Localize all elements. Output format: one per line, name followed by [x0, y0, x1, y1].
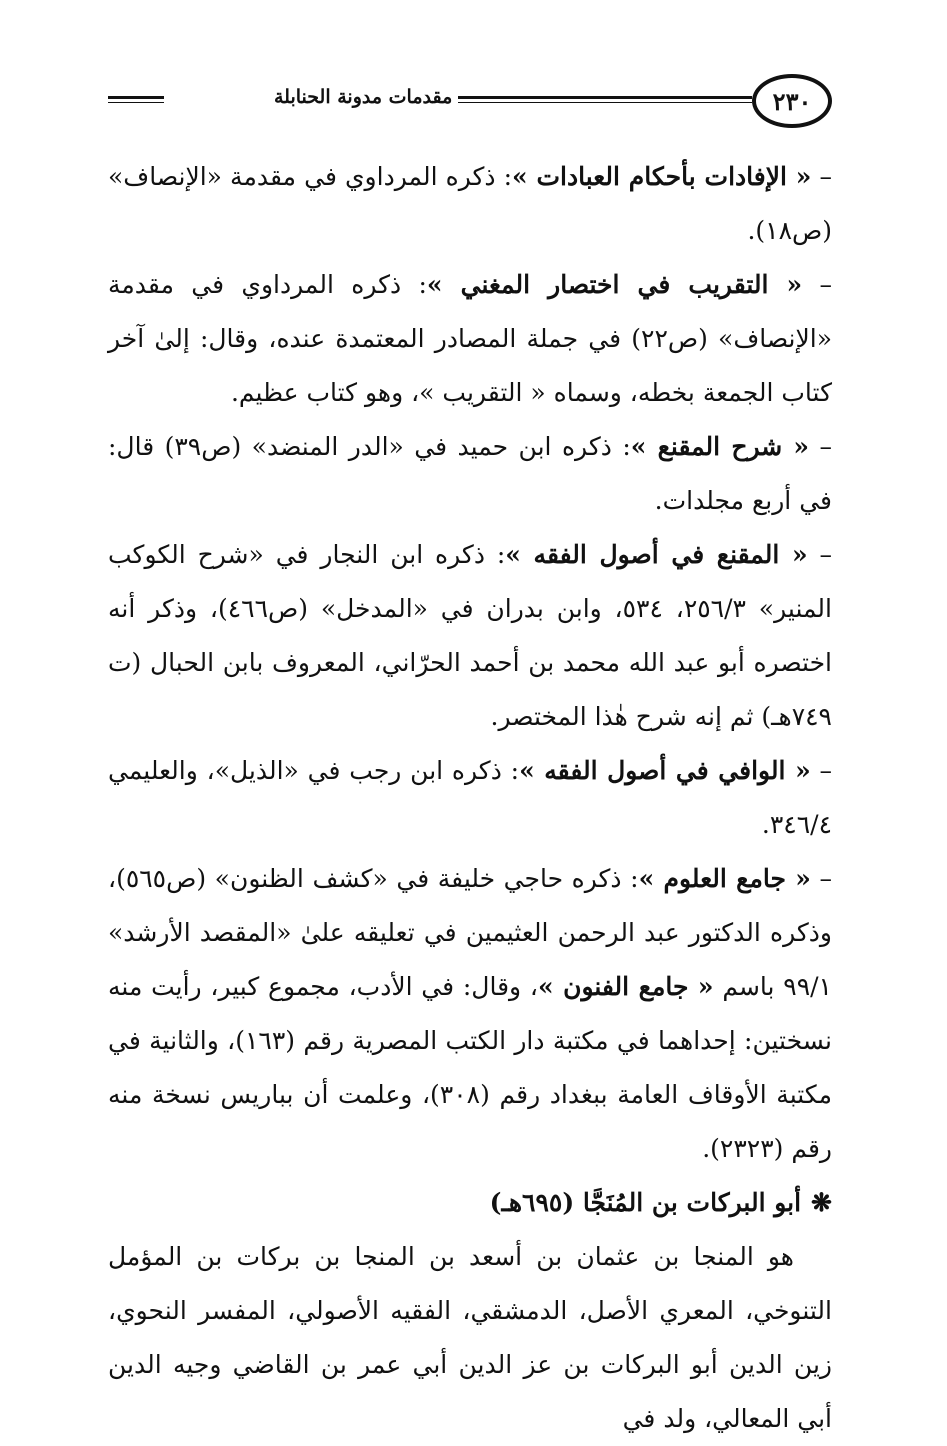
entry-title: « شرح المقنع »: [630, 432, 810, 461]
entry-text: : ذكره ابن النجار في «شرح الكوكب المنير» ٢٥٦/٣، ٥٣٤، وابن بدران في «المدخل» (ص٤٦٦)، وذكر أنه اختصره أبو عبد الله محمد بن أحمد الحرّاني، المعروف بابن الحبال (ت ٧٤٩هـ) ثم إنه شرح هٰذا المختصر.: [108, 540, 832, 731]
entry-title: « جامع العلوم »: [638, 864, 811, 893]
star-icon: ❋: [811, 1188, 832, 1217]
entry-text: : ذكره حاجي خليفة في «كشف الظنون» (ص٥٦٥)، وذكره الدكتور عبد الرحمن العثيمين في تعليقه علىٰ «المقصد الأرشد» ٩٩/١ باسم: [108, 864, 832, 1001]
entry-wafi: – « الوافي في أصول الفقه »: ذكره ابن رجب في «الذيل»، والعليمي ٣٤٦/٤.: [108, 756, 833, 839]
section-heading-text: أبو البركات بن المُنَجَّا (٦٩٥هـ): [489, 1188, 802, 1217]
section-heading: [108, 1176, 832, 1230]
entry-title: « الوافي في أصول الفقه »: [519, 756, 811, 785]
entry-title-alt: « جامع الفنون »: [537, 972, 714, 1001]
running-title: مقدمات مدونة الحنابلة: [268, 86, 458, 108]
entry-text: : ذكره ابن حميد في «الدر المنضد» (ص٣٩) قال: في أربع مجلدات.: [108, 432, 832, 515]
entry-text: : ذكره المرداوي في مقدمة «الإنصاف» (ص٢٢) في جملة المصادر المعتمدة عنده، وقال: إلىٰ آخر كتاب الجمعة بخطه، وسماه « التقريب »، وهو كتاب عظيم.: [108, 270, 833, 407]
entry-text: : ذكره ابن رجب في «الذيل»، والعليمي ٣٤٦/٤.: [108, 756, 832, 839]
header-rule-left: [108, 96, 164, 99]
entry-sharh-muqni: – « شرح المقنع »: ذكره ابن حميد في «الدر المنضد» (ص٣٩) قال: في أربع مجلدات.: [108, 432, 833, 515]
biography-paragraph: هو المنجا بن عثمان بن أسعد بن المنجا بن بركات بن المؤمل التنوخي، المعري الأصل، الدمشقي، الفقيه الأصولي، المفسر النحوي، زين الدين أبو البركات بن عز الدين أبي عمر بن القاضي وجيه الدين أبي المعالي، ولد في: [108, 1242, 832, 1433]
page-body: [108, 150, 832, 1446]
page-number-badge: [752, 74, 832, 128]
entry-jami-ulum: – « جامع العلوم »: ذكره حاجي خليفة في «كشف الظنون» (ص٥٦٥)، وذكره الدكتور عبد الرحمن العثيمين في تعليقه علىٰ «المقصد الأرشد» ٩٩/١ باسم « جامع الفنون »، وقال: في الأدب، مجموع كبير، رأيت منه نسختين: إحداهما في مكتبة دار الكتب المصرية رقم (١٦٣)، والثانية في مكتبة الأوقاف العامة ببغداد رقم (٣٠٨)، وعلمت أن بباريس نسخة منه رقم (٢٣٢٣).: [108, 864, 832, 1163]
entry-text: : ذكره المرداوي في مقدمة «الإنصاف» (ص١٨).: [108, 162, 832, 245]
entry-muqni-usul: – « المقنع في أصول الفقه »: ذكره ابن النجار في «شرح الكوكب المنير» ٢٥٦/٣، ٥٣٤، وابن بدران في «المدخل» (ص٤٦٦)، وذكر أنه اختصره أبو عبد الله محمد بن أحمد الحرّاني، المعروف بابن الحبال (ت ٧٤٩هـ) ثم إنه شرح هٰذا المختصر.: [108, 540, 832, 731]
entry-ifadat: – « الإفادات بأحكام العبادات »: ذكره المرداوي في مقدمة «الإنصاف» (ص١٨).: [108, 162, 832, 245]
entry-title: « الإفادات بأحكام العبادات »: [512, 162, 812, 191]
entry-taqrib: – « التقريب في اختصار المغني »: ذكره المرداوي في مقدمة «الإنصاف» (ص٢٢) في جملة المصادر المعتمدة عنده، وقال: إلىٰ آخر كتاب الجمعة بخطه، وسماه « التقريب »، وهو كتاب عظيم.: [108, 270, 833, 407]
page-header: [108, 72, 832, 132]
header-rule-left-thin: [108, 102, 164, 103]
entry-text: ، وقال: في الأدب، مجموع كبير، رأيت منه نسختين: إحداهما في مكتبة دار الكتب المصرية رقم (١٦٣)، والثانية في مكتبة الأوقاف العامة ببغداد رقم (٣٠٨)، وعلمت أن بباريس نسخة منه رقم (٢٣٢٣).: [108, 972, 832, 1163]
page-number: ٢٣٠: [772, 86, 812, 116]
entry-title: « التقريب في اختصار المغني »: [426, 270, 803, 299]
entry-title: « المقنع في أصول الفقه »: [505, 540, 808, 569]
